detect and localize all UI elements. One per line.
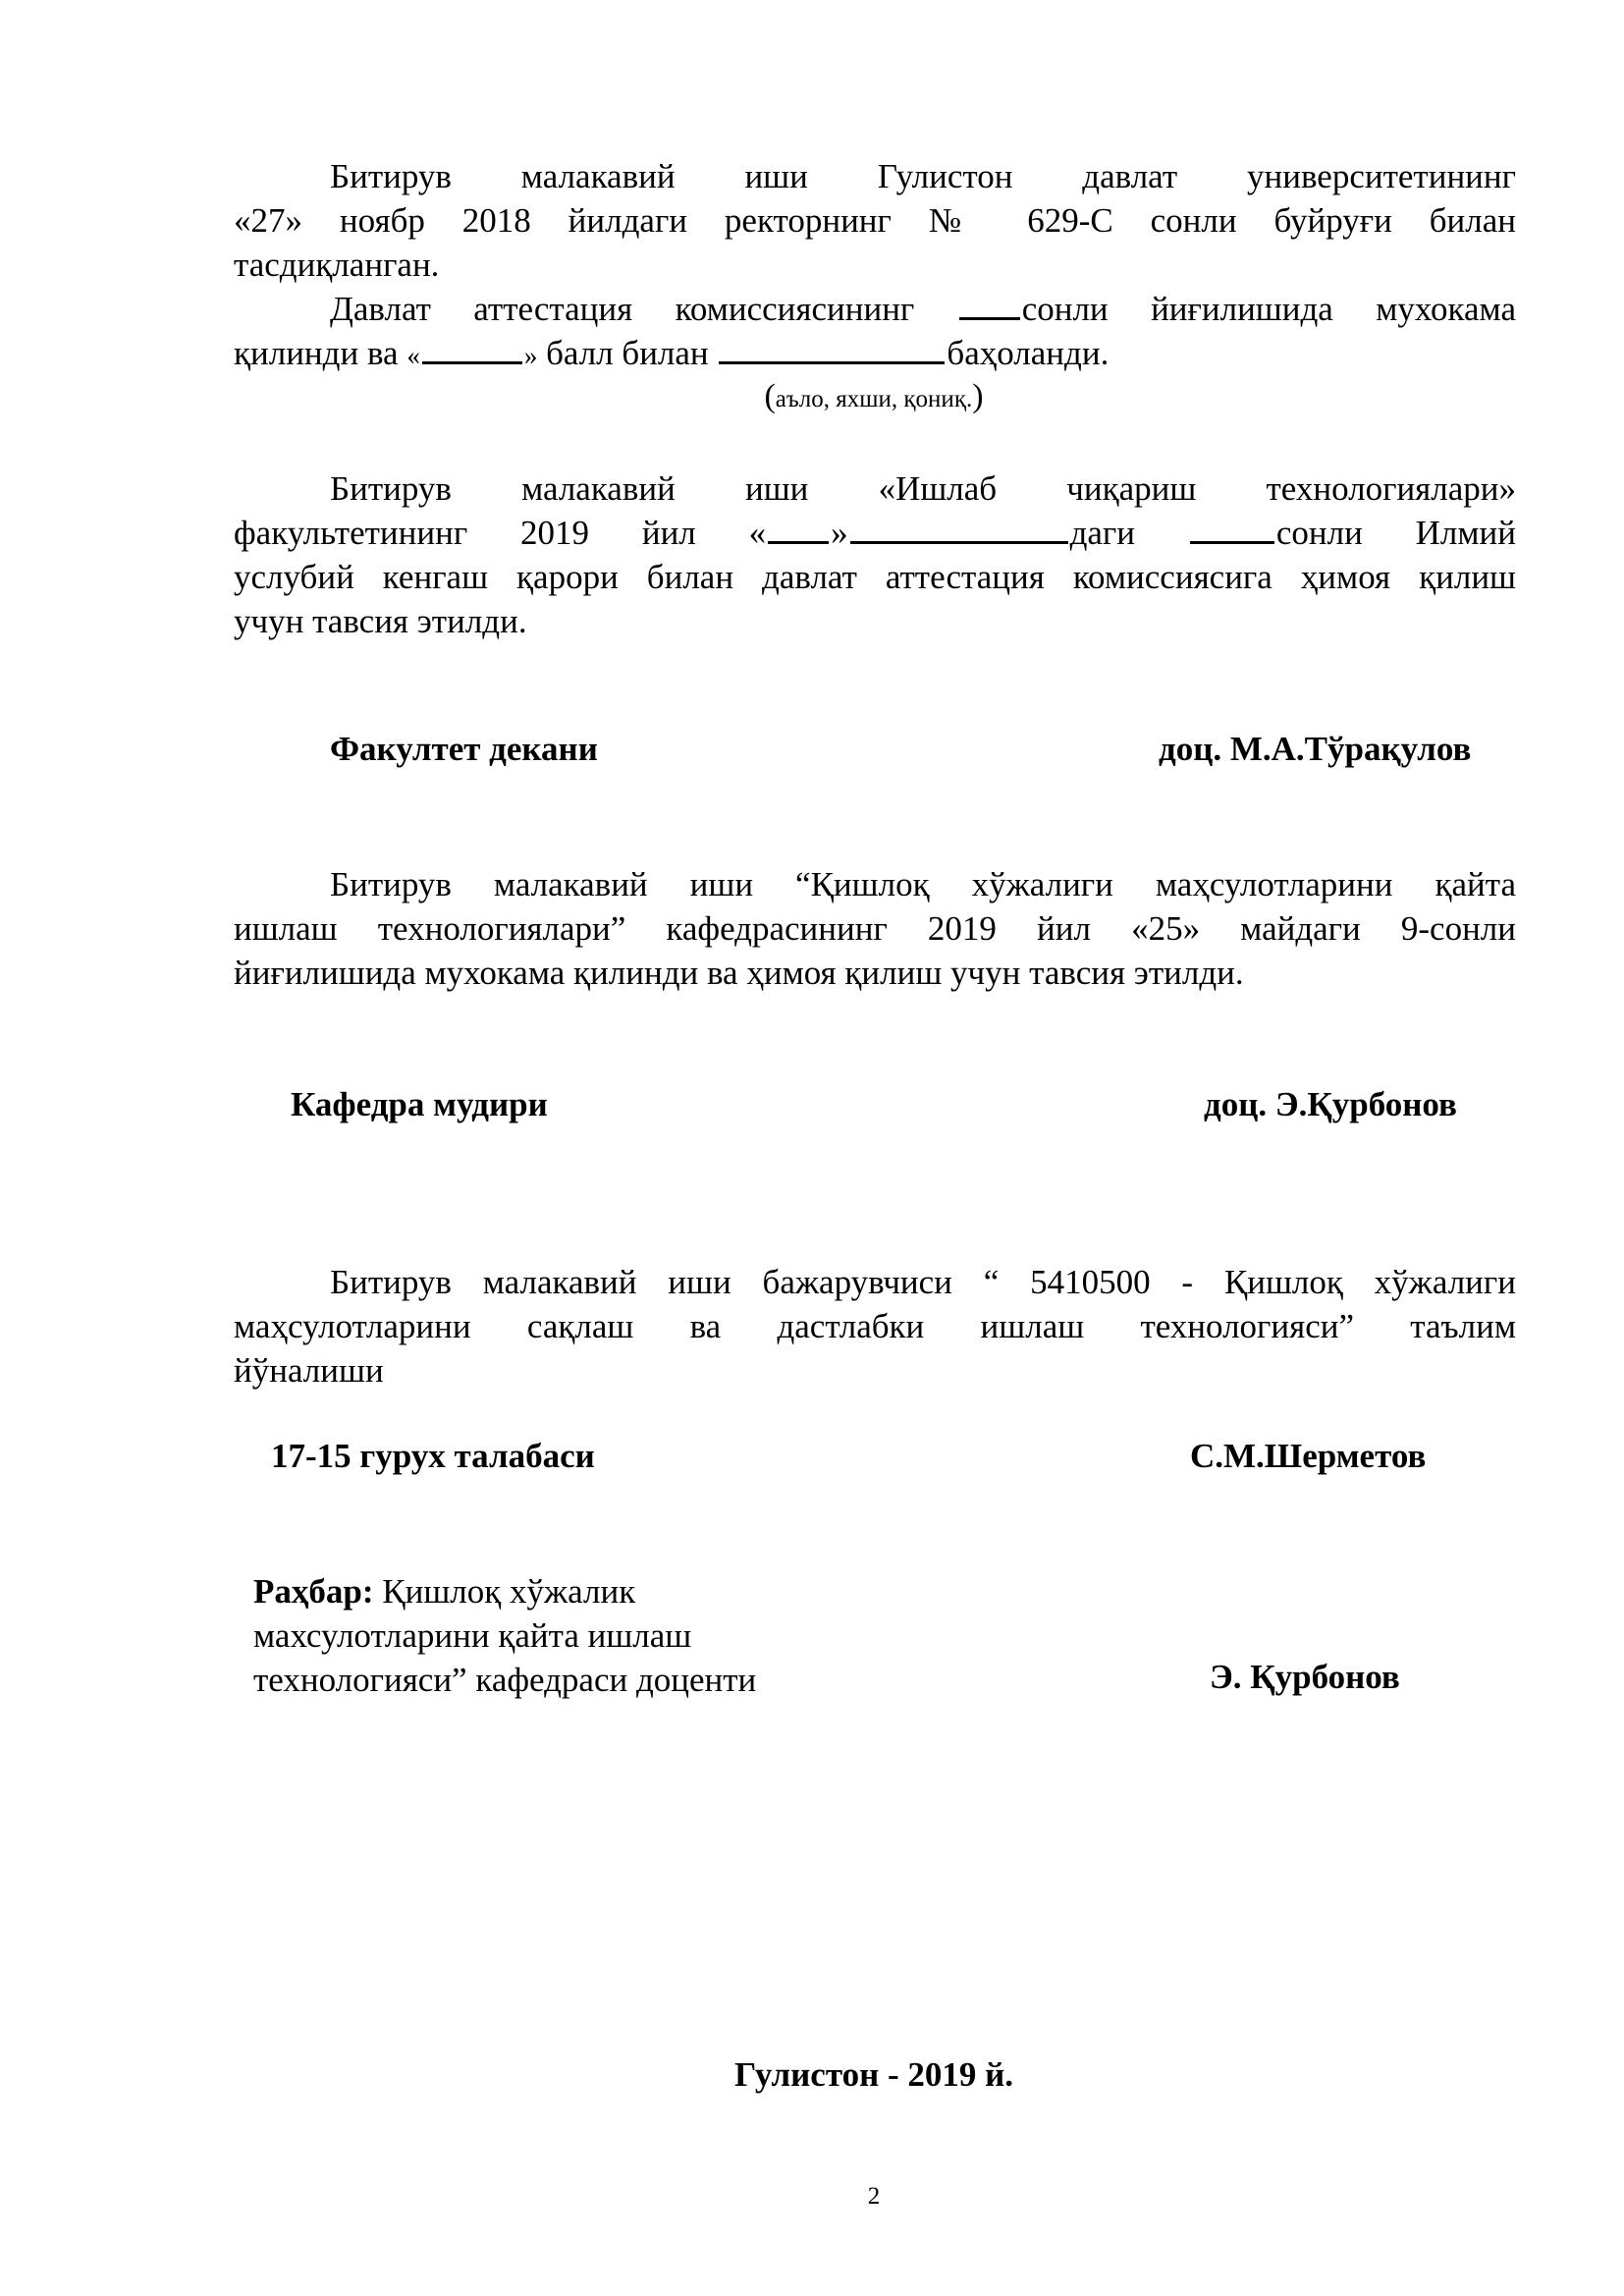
day-blank	[768, 512, 829, 544]
commission-text-b: сонли йиғилишида мухокама	[1021, 290, 1516, 328]
council-close-quote: »	[831, 514, 848, 552]
grade-options-note	[0, 378, 1624, 415]
month-blank	[850, 512, 1068, 544]
score-blank	[422, 332, 522, 364]
department-paragraph	[234, 862, 1516, 995]
department-line-2: ишлаш технологиялари” кафедрасининг 2019 йил «25» майдаги 9-сонли	[234, 909, 1516, 948]
council-line-3: услубий кенгаш қарори билан давлат аттестация комиссиясига ҳимоя қилиш	[234, 558, 1516, 596]
student-name: С.М.Шерметов	[1190, 1437, 1427, 1475]
faculty-council-paragraph	[234, 466, 1516, 643]
commission-text-a: Давлат аттестация комиссиясининг	[330, 290, 915, 328]
council-line-1: Битирув малакавий иши «Ишлаб чиқариш технологиялари»	[330, 469, 1516, 508]
note-close-paren: )	[972, 378, 984, 414]
commission-text-d: балл билан	[546, 334, 709, 372]
student-role: 17-15 гурух талабаси	[271, 1437, 595, 1475]
approval-line-2: «27» ноябр 2018 йилдаги ректорнинг № 629-С сонли буйруғи билан	[234, 201, 1516, 240]
commission-text-e: баҳоланди.	[947, 334, 1110, 372]
council-text-a: факультетининг 2019 йил	[234, 514, 696, 552]
council-text-b: даги	[1069, 514, 1136, 552]
commission-paragraph	[234, 287, 1516, 378]
supervisor-line-2: махсулотларини қайта ишлаш	[253, 1616, 692, 1655]
supervisor-name: Э. Қурбонов	[1210, 1658, 1400, 1696]
close-quote: »	[523, 341, 538, 370]
council-line-2	[234, 511, 1516, 555]
council-line-4: учун тавсия этилди.	[234, 602, 527, 640]
city-year-footer: Гулистон - 2019 й.	[733, 2055, 1014, 2094]
commission-line-1	[234, 287, 1516, 331]
commission-text-c: қилинди ва	[234, 334, 399, 372]
performer-paragraph	[234, 1260, 1516, 1393]
council-number-blank	[1190, 512, 1274, 544]
performer-line-2: маҳсулотларини сақлаш ва дастлабки ишлаш технологияси” таълим	[234, 1307, 1516, 1345]
supervisor-line-1	[253, 1569, 756, 1613]
supervisor-label: Раҳбар:	[253, 1572, 374, 1611]
council-text-c: сонли Илмий	[1275, 514, 1516, 552]
page-number: 2	[867, 2183, 881, 2210]
dean-name: доц. М.А.Тўрақулов	[1159, 730, 1472, 768]
note-open-paren: (	[764, 378, 776, 414]
supervisor-text-1: Қишлоқ хўжалик	[373, 1572, 636, 1611]
open-quote: «	[406, 341, 420, 370]
approval-line-1: Битирув малакавий иши Гулистон давлат университетининг	[330, 157, 1516, 195]
head-of-department-name: доц. Э.Қурбонов	[1204, 1085, 1457, 1123]
supervisor-block	[253, 1569, 756, 1702]
commission-line-2	[234, 331, 1516, 378]
supervisor-line-3: технологияси” кафедраси доценти	[253, 1661, 757, 1699]
approval-paragraph	[234, 154, 1516, 287]
performer-line-3: йўналиши	[234, 1351, 384, 1390]
department-line-3: йиғилишида мухокама қилинди ва ҳимоя қилиш учун тавсия этилди.	[234, 954, 1244, 992]
session-number-blank	[959, 288, 1020, 320]
grade-blank	[719, 332, 945, 364]
council-open-quote: «	[748, 514, 767, 552]
approval-line-3: тасдиқланган.	[234, 246, 440, 284]
department-line-1: Битирув малакавий иши “Қишлоқ хўжалиги маҳсулотларини қайта	[330, 865, 1516, 903]
head-of-department-role: Кафедра мудири	[291, 1085, 548, 1123]
dean-role: Факултет декани	[330, 730, 598, 768]
note-text: аъло, яхши, қониқ.	[775, 386, 973, 412]
performer-line-1: Битирув малакавий иши бажарувчиси “ 5410500 - Қишлоқ хўжалиги	[330, 1263, 1516, 1301]
